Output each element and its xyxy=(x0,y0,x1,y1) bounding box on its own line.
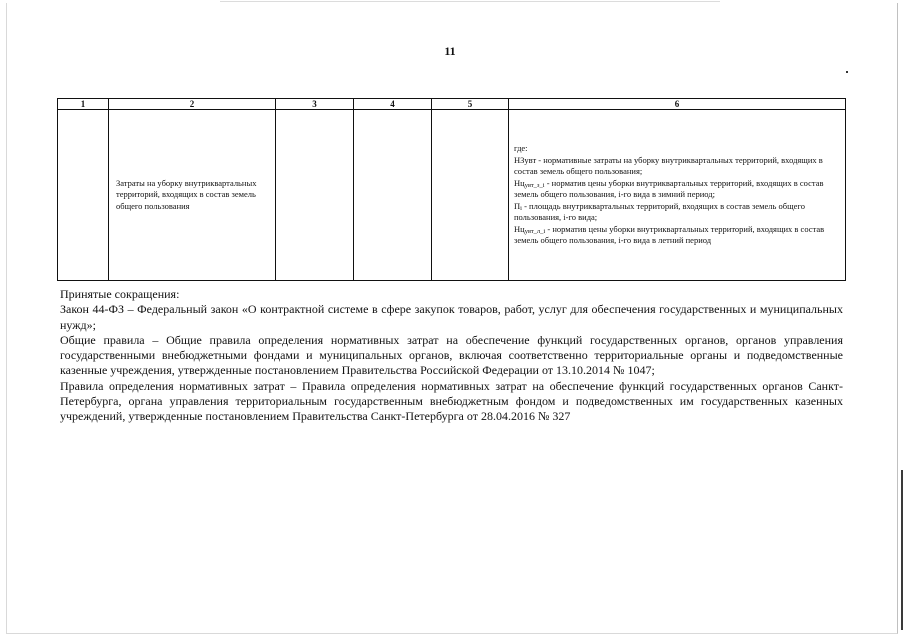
table-cell xyxy=(276,110,354,281)
abbreviation-entry: Общие правила – Общие правила определения нормативных затрат на обеспечение функций государственных органов, органов управления государственными внебюджетными фондами и муниципальных органов, включая соответственно территориальные органы и подведомственные казенные учреждения, утвержденные постановлением Правительства Российской Федерации от 13.10.2014 № 1047; xyxy=(60,332,843,378)
scan-dot xyxy=(846,71,848,73)
legend-item xyxy=(514,224,841,247)
page-number: 11 xyxy=(444,44,456,58)
legend-text: - площадь внутриквартальных территорий, входящих в состав земель общего пользования, i-го вида; xyxy=(514,200,805,223)
legend-symbol: Нц xyxy=(514,177,525,188)
abbreviation-entry: Закон 44-ФЗ – Федеральный закон «О контрактной системе в сфере закупок товаров, работ, услуг для обеспечения государственных и муниципальных нужд»; xyxy=(60,302,843,332)
column-header: 5 xyxy=(432,99,509,110)
legend-text: - норматив цены уборки внутриквартальных территорий, входящих в состав земель общего пользования, i-го вида в летний период xyxy=(514,223,825,246)
normative-costs-table xyxy=(57,98,846,281)
abbreviations-section xyxy=(60,287,843,425)
legend-text: - нормативные затраты на уборку внутриквартальных территорий, входящих в состав земель общего пользования; xyxy=(514,154,823,177)
scan-line xyxy=(220,1,720,2)
legend-symbol-subscript: i xyxy=(520,204,522,212)
legend-symbol-subscript: увт_л_i xyxy=(524,227,546,235)
cost-name-cell: Затраты на уборку внутриквартальных территорий, входящих в состав земель общего пользования xyxy=(109,110,276,281)
legend-symbol: НЗувт xyxy=(514,154,537,165)
table-header-row xyxy=(58,99,846,110)
legend-symbol-subscript: увт_з_i xyxy=(524,181,545,189)
table-cell xyxy=(354,110,432,281)
legend-item xyxy=(514,201,841,224)
column-header: 6 xyxy=(509,99,846,110)
column-header: 1 xyxy=(58,99,109,110)
legend-item xyxy=(514,155,841,178)
legend-symbol: П xyxy=(514,200,521,211)
formula-legend-cell xyxy=(509,110,846,281)
abbreviations-heading: Принятые сокращения: xyxy=(60,287,180,301)
column-header: 4 xyxy=(354,99,432,110)
table-row xyxy=(58,110,846,281)
legend-text: - норматив цены уборки внутриквартальных территорий, входящих в состав земель общего пользования, i-го вида в зимний период; xyxy=(514,177,824,200)
table-cell xyxy=(58,110,109,281)
scan-edge xyxy=(901,470,903,630)
column-header: 2 xyxy=(109,99,276,110)
abbreviation-entry: Правила определения нормативных затрат – Правила определения нормативных затрат на обеспечение функций государственных органов Санкт-Петербурга, органа управления территориальным государственным внебюджетным фондом и подведомственных им государственных казенных учреждений, утвержденные постановлением Правительства Санкт-Петербурга от 28.04.2016 № 327 xyxy=(60,378,843,424)
legend-item xyxy=(514,178,841,201)
legend-symbol: Нц xyxy=(514,223,525,234)
legend-intro: где: xyxy=(514,143,528,154)
column-header: 3 xyxy=(276,99,354,110)
table-cell xyxy=(432,110,509,281)
